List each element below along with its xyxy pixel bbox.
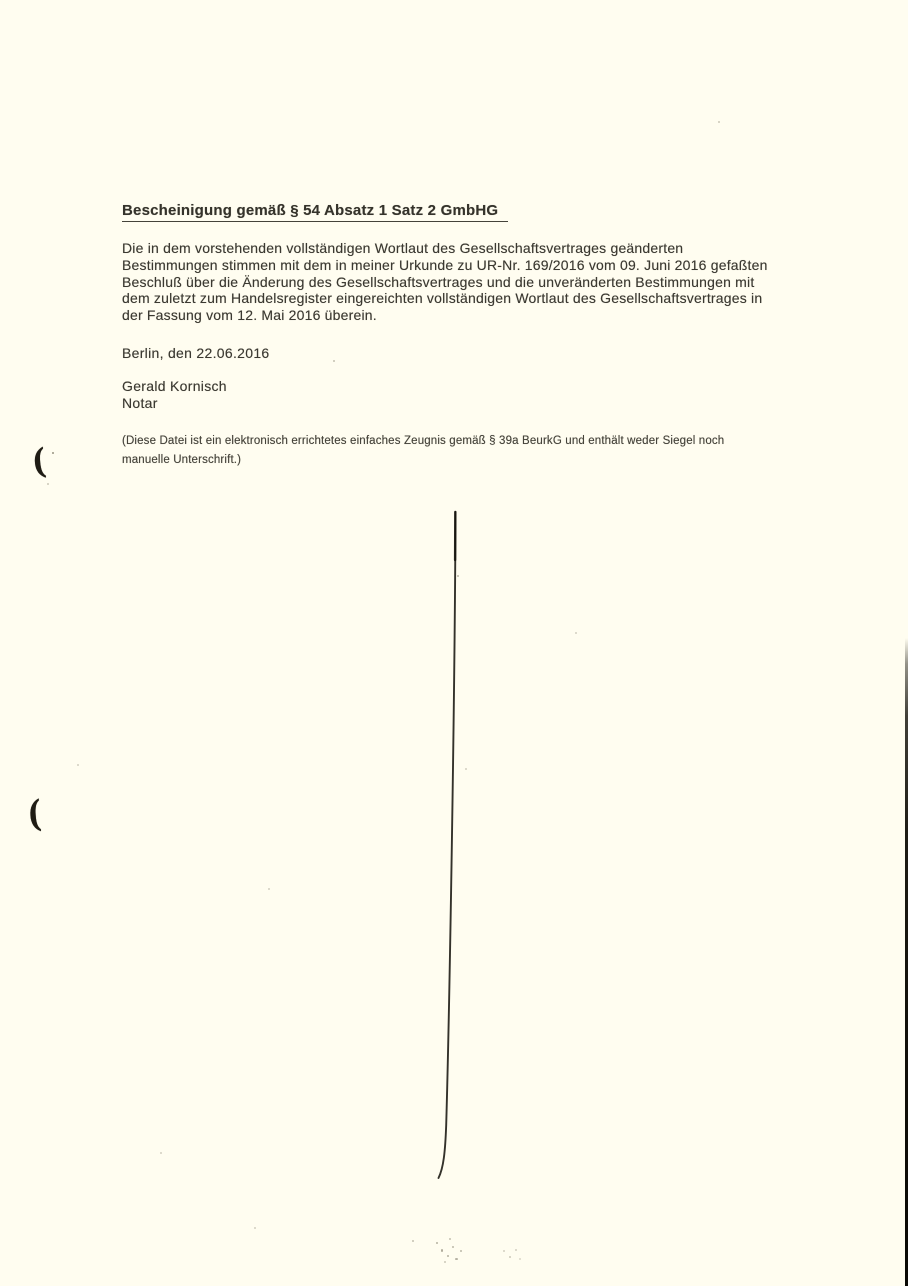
document-heading: Bescheinigung gemäß § 54 Absatz 1 Satz 2 GmbHG bbox=[122, 202, 508, 222]
signatory-title: Notar bbox=[122, 395, 158, 411]
handwritten-paren-mark: ( bbox=[26, 792, 43, 836]
signatory-name: Gerald Kornisch bbox=[122, 378, 227, 394]
paragraph-line: dem zuletzt zum Handelsregister eingereichten vollständigen Wortlaut des Gesellschaftsvertrages in bbox=[122, 290, 763, 307]
certificate-paragraph bbox=[122, 240, 768, 324]
paragraph-line: Bestimmungen stimmen mit dem in meiner Urkunde zu UR-Nr. 169/2016 vom 09. Juni 2016 gefaßten bbox=[122, 256, 768, 273]
paragraph-line: der Fassung vom 12. Mai 2016 überein. bbox=[122, 307, 377, 324]
paragraph-line: Beschluß über die Änderung des Gesellschaftsvertrages und die unveränderten Bestimmungen mit bbox=[122, 273, 755, 290]
electronic-copy-disclaimer bbox=[122, 432, 724, 470]
place-and-date: Berlin, den 22.06.2016 bbox=[122, 345, 270, 361]
disclaimer-line: (Diese Datei ist ein elektronisch errichtetes einfaches Zeugnis gemäß § 39a BeurkG und enthält weder Siegel noch bbox=[122, 435, 725, 447]
disclaimer-line: manuelle Unterschrift.) bbox=[122, 454, 242, 466]
paragraph-line: Die in dem vorstehenden vollständigen Wortlaut des Gesellschaftsvertrages geänderten bbox=[122, 240, 684, 256]
handwritten-paren-mark: ( bbox=[30, 441, 48, 483]
